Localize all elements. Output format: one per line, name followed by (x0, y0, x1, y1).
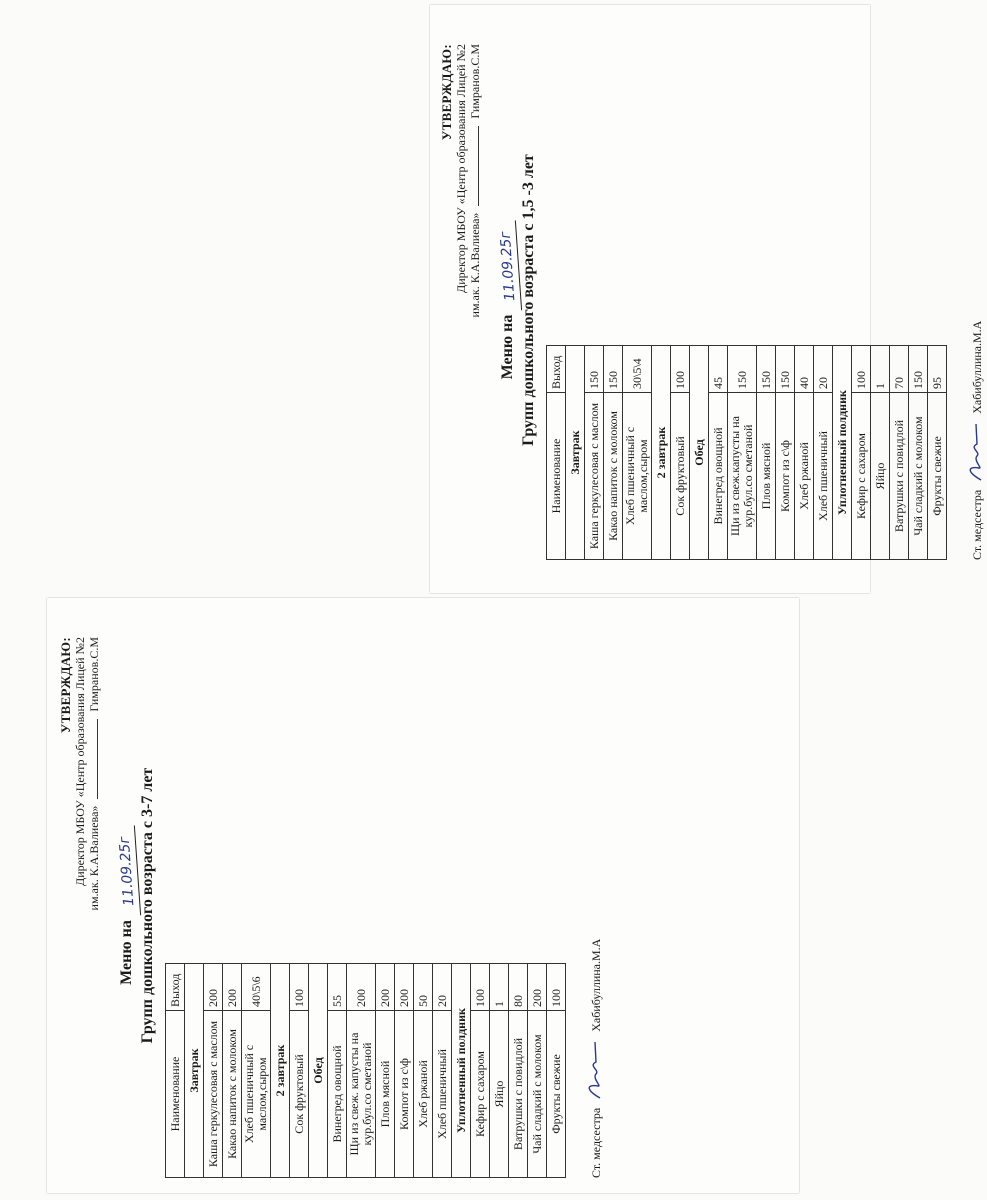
menu-item-name: Фрукты свежие (928, 393, 947, 560)
menu-item-name: Винегред овощной (328, 1011, 347, 1178)
menu-item-row (223, 964, 242, 1178)
menu-item-output: 40\5\6 (242, 964, 271, 1011)
menu-item-row (509, 964, 528, 1178)
menu-section-row (566, 346, 585, 560)
menu-item-row (814, 346, 833, 560)
approval-line (87, 637, 101, 1178)
menu-item-name: Щи из свеж.капусты на кур.бул.со сметаной (728, 393, 757, 560)
col-out-header: Выход (166, 964, 185, 1011)
group-title: Групп дошкольного возраста с 1,5 -3 лет (520, 154, 537, 446)
menu-item-name: Какао напиток с молоком (604, 393, 623, 560)
menu-item-row (795, 346, 814, 560)
approval-block (440, 40, 482, 560)
menu-item-row (776, 346, 795, 560)
menu-item-output: 1 (871, 346, 890, 393)
menu-section-title: Завтрак (185, 964, 204, 1178)
menu-item-row (528, 964, 547, 1178)
menu-item-output: 50 (414, 964, 433, 1011)
menu-title-prefix: Меню на (118, 920, 135, 985)
menu-item-output: 45 (709, 346, 728, 393)
menu-item-name: Яйцо (490, 1011, 509, 1178)
approval-director: Директор МБОУ «Центр образования Лицей №2 (454, 44, 468, 293)
menu-item-output: 100 (471, 964, 490, 1011)
menu-item-name: Плов мясной (757, 393, 776, 560)
menu-item-name: Каша геркулесовая с маслом (204, 1011, 223, 1178)
menu-item-row (376, 964, 395, 1178)
nurse-signature (584, 1040, 604, 1100)
menu-item-row (471, 964, 490, 1178)
menu-item-output: 200 (376, 964, 395, 1011)
menu-item-name: Ватрушки с повидлой (890, 393, 909, 560)
menu-item-name: Фрукты свежие (547, 1011, 566, 1178)
menu-item-row (709, 346, 728, 560)
menu-item-name: Ватрушки с повидлой (509, 1011, 528, 1178)
menu-section-title: Обед (690, 346, 709, 560)
menu-item-output: 100 (671, 346, 690, 393)
menu-item-row (890, 346, 909, 560)
menu-rows (566, 346, 947, 560)
menu-item-name: Сок фруктовый (290, 1011, 309, 1178)
menu-item-name: Хлеб ржаной (795, 393, 814, 560)
menu-item-output: 150 (585, 346, 604, 393)
menu-item-name: Каша геркулесовая с маслом (585, 393, 604, 560)
menu-item-row (728, 346, 757, 560)
menu-item-name: Кефир с сахаром (471, 1011, 490, 1178)
menu-item-name: Компот из с\ф (776, 393, 795, 560)
menu-item-name: Хлеб пшеничный (814, 393, 833, 560)
menu-section-row (309, 964, 328, 1178)
menu-section-row (185, 964, 204, 1178)
sheet-content (58, 633, 603, 1178)
menu-item-name: Чай сладкий с молоком (909, 393, 928, 560)
menu-item-row (414, 964, 433, 1178)
col-out-header: Выход (547, 346, 566, 393)
menu-item-output: 20 (814, 346, 833, 393)
menu-item-name: Хлеб пшеничный с маслом,сыром (623, 393, 652, 560)
menu-item-output: 20 (433, 964, 452, 1011)
nurse-label: Ст. медсестра (970, 489, 984, 560)
menu-table (165, 963, 566, 1178)
nurse-label: Ст. медсестра (589, 1107, 603, 1178)
menu-item-output: 200 (528, 964, 547, 1011)
menu-section-title: 2 завтрак (652, 346, 671, 560)
menu-item-row (871, 346, 890, 560)
menu-item-output: 55 (328, 964, 347, 1011)
menu-section-title: Обед (309, 964, 328, 1178)
menu-item-name: Щи из свеж. капусты на кур.бул.со сметаной (347, 1011, 376, 1178)
menu-title (117, 633, 138, 1178)
approval-title: УТВЕРЖДАЮ: (58, 637, 73, 734)
menu-table (546, 345, 947, 560)
menu-item-row (585, 346, 604, 560)
menu-item-output: 150 (909, 346, 928, 393)
menu-item-output: 200 (223, 964, 242, 1011)
menu-section-row (833, 346, 852, 560)
menu-item-row (623, 346, 652, 560)
signature-line (97, 719, 98, 799)
menu-sheet-3-7 (47, 598, 799, 1193)
menu-item-output: 200 (395, 964, 414, 1011)
menu-item-row (328, 964, 347, 1178)
menu-item-name: Чай сладкий с молоком (528, 1011, 547, 1178)
menu-item-name: Компот из с\ф (395, 1011, 414, 1178)
approval-director-name: Гимранов.С.М (87, 637, 101, 712)
approval-org: им.ак. К.А.Валиева» (468, 212, 482, 318)
menu-item-name: Яйцо (871, 393, 890, 560)
nurse-signature-block (965, 40, 985, 560)
nurse-name: Хабибуллина.М.А (589, 938, 603, 1032)
menu-item-output: 100 (547, 964, 566, 1011)
menu-item-row (290, 964, 309, 1178)
approval-director-name: Гимранов.С.М (468, 44, 482, 119)
menu-item-output: 95 (928, 346, 947, 393)
menu-item-output: 200 (204, 964, 223, 1011)
menu-item-row (671, 346, 690, 560)
menu-rows (185, 964, 566, 1178)
approval-org: им.ак. К.А.Валиева» (87, 805, 101, 911)
menu-item-output: 150 (757, 346, 776, 393)
menu-item-output: 1 (490, 964, 509, 1011)
menu-item-name: Кефир с сахаром (852, 393, 871, 560)
menu-item-row (347, 964, 376, 1178)
menu-item-name: Хлеб ржаной (414, 1011, 433, 1178)
menu-item-row (909, 346, 928, 560)
menu-title (498, 40, 519, 560)
col-name-header: Наименование (547, 393, 566, 560)
approval-block (59, 633, 101, 1178)
col-name-header: Наименование (166, 1011, 185, 1178)
menu-item-row (204, 964, 223, 1178)
menu-item-row (852, 346, 871, 560)
menu-item-output: 30\5\4 (623, 346, 652, 393)
nurse-signature-block (584, 633, 604, 1178)
menu-item-name: Какао напиток с молоком (223, 1011, 242, 1178)
menu-item-output: 150 (728, 346, 757, 393)
menu-section-title: Уплотненный полдник (452, 964, 471, 1178)
nurse-name: Хабибуллина.М.А (970, 320, 984, 414)
menu-section-title: Завтрак (566, 346, 585, 560)
nurse-signature (965, 422, 985, 482)
menu-item-row (604, 346, 623, 560)
menu-date-handwritten: 11.09.25г (496, 220, 522, 311)
menu-item-output: 150 (604, 346, 623, 393)
menu-section-title: Уплотненный полдник (833, 346, 852, 560)
approval-line (468, 44, 482, 560)
menu-section-title: 2 завтрак (271, 964, 290, 1178)
menu-item-output: 100 (852, 346, 871, 393)
menu-item-name: Винегред овощной (709, 393, 728, 560)
menu-section-row (452, 964, 471, 1178)
menu-item-name: Хлеб пшеничный (433, 1011, 452, 1178)
menu-item-output: 100 (290, 964, 309, 1011)
menu-section-row (271, 964, 290, 1178)
menu-sheet-1-5-3 (430, 5, 984, 593)
menu-item-row (395, 964, 414, 1178)
menu-item-row (928, 346, 947, 560)
menu-item-output: 80 (509, 964, 528, 1011)
menu-item-output: 70 (890, 346, 909, 393)
approval-director: Директор МБОУ «Центр образования Лицей №2 (73, 637, 87, 886)
menu-item-name: Сок фруктовый (671, 393, 690, 560)
menu-item-row (242, 964, 271, 1178)
menu-item-row (547, 964, 566, 1178)
menu-item-row (490, 964, 509, 1178)
menu-section-row (690, 346, 709, 560)
group-title: Групп дошкольного возраста с 3-7 лет (139, 767, 156, 1044)
menu-item-row (433, 964, 452, 1178)
menu-item-output: 40 (795, 346, 814, 393)
menu-section-row (652, 346, 671, 560)
menu-date-handwritten: 11.09.25г (115, 826, 141, 917)
menu-item-row (757, 346, 776, 560)
menu-item-name: Плов мясной (376, 1011, 395, 1178)
menu-item-name: Хлеб пшеничный с маслом,сыром (242, 1011, 271, 1178)
menu-item-output: 200 (347, 964, 376, 1011)
approval-title: УТВЕРЖДАЮ: (439, 44, 454, 141)
sheet-content (439, 40, 984, 560)
signature-line (478, 126, 479, 206)
menu-item-output: 150 (776, 346, 795, 393)
menu-title-prefix: Меню на (499, 314, 516, 380)
